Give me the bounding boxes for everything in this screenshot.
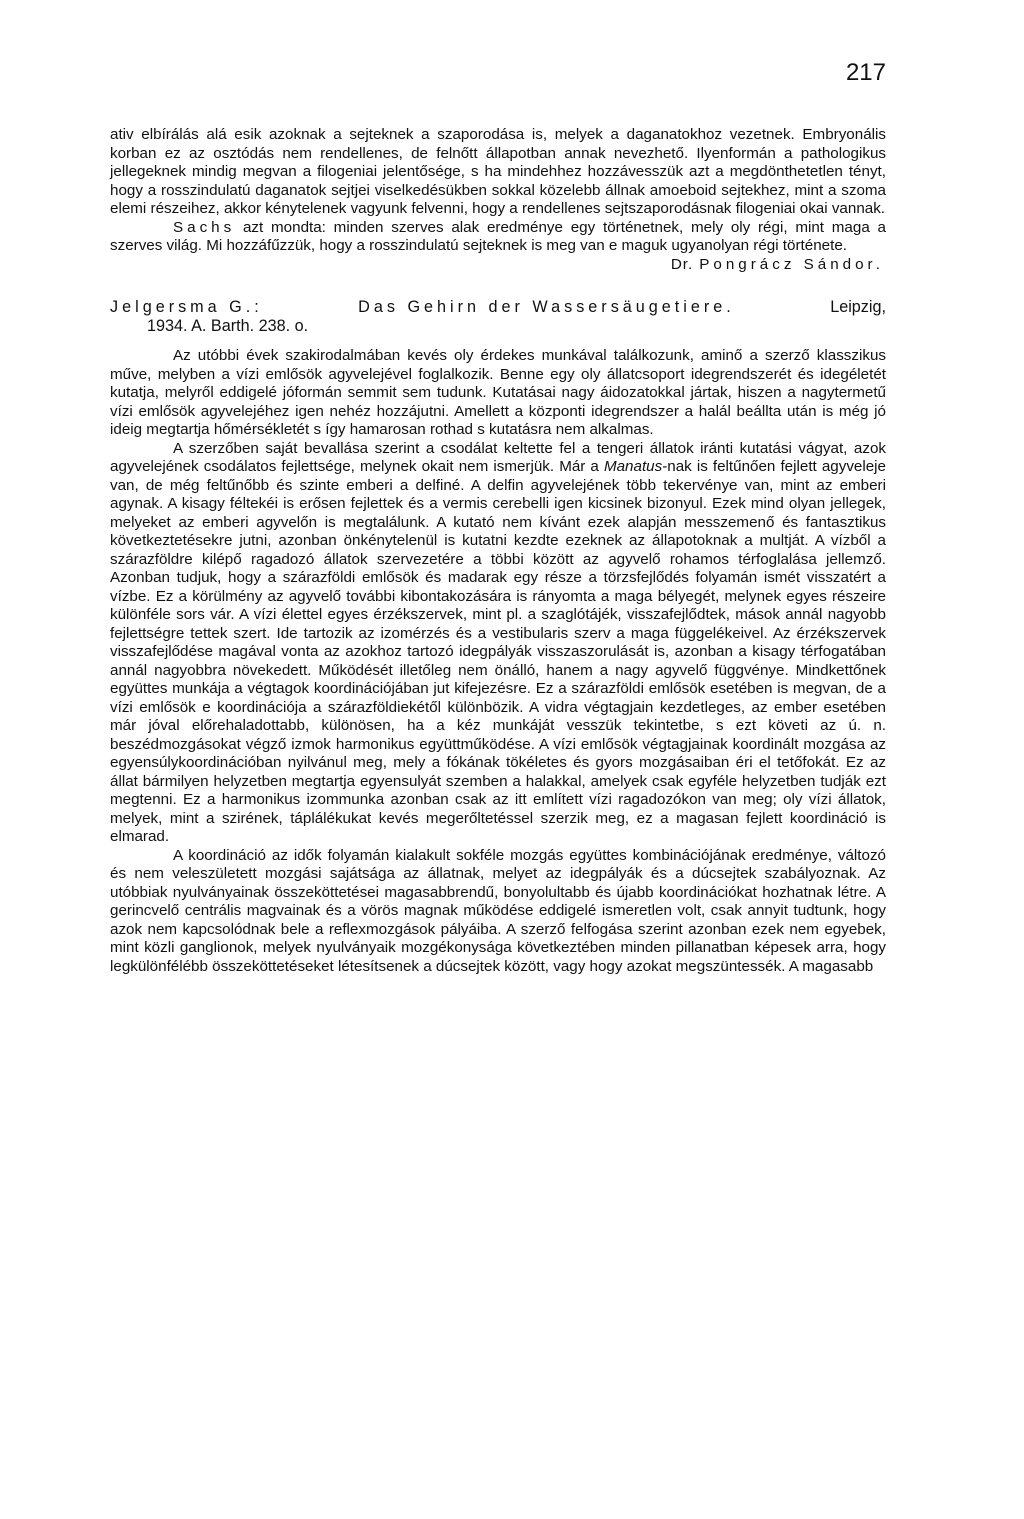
book-citation	[110, 298, 886, 335]
review-paragraph-3: A koordináció az idők folyamán kialakult sokféle mozgás együttes kombinációjának eredménye, változó és nem veleszületett mozgási sajátsága az állatnak, melyet az idegpályák és a dúcsejtek szabályoznak. Az utóbbiak nyulványainak összeköttetései magasabbrendű, bonyolultabb és újabb koordinációkat hozhatnak létre. A gerincvelő centrális magvainak és a vörös magnak működése eddigelé ismeretlen volt, csak annyit tudtunk, hogy azok nem kapcsolódnak bele a reflexmozgások pályáiba. A szerző felfogása szerint azonban ezek nem egyebek, mint közli ganglionok, melyek nyulványaik mozgékonysága következtében minden pillanatban képesek arra, hogy legkülönfélébb összeköttetéseket létesítsenek a dúcsejtek között, vagy hogy azokat megszüntessék. A magasabb	[110, 846, 886, 975]
signature-prefix: Dr.	[670, 255, 694, 273]
book-page	[110, 58, 886, 1478]
review-paragraph-2	[110, 440, 886, 847]
citation-details: 1934. A. Barth. 238. o.	[147, 316, 309, 335]
review-paragraph-2-after: -nak is feltűnően fejlett agyveleje van, de még feltűnőbb és szinte emberi a delfiné. A delfin agyvelejének több tekervénye van, mint az emberi agynak. A kisagy féltekéi is erősen fejlettek és a vermis cerebelli igen kicsinek bizonyul. Ezek mind olyan jellegek, melyeket az emberi agyvelőn is megtalálunk. A kutató nem kívánt ezek alapján messzemenő és fantasztikus következtetésekre jutni, azonban önkénytelenül is kutatni kezdte ezeknek az állapotoknak a multját. A vízből a szárazföldre kilépő ragadozó állatok szervezetére a többi között az agyvelő rohamos térfoglalása jellemző. Azonban tudjuk, hogy a szárazföldi emlősök és madarak egy része a törzsfejlődés folyamán ismét visszatért a vízbe. Ez a körülmény az agyvelő további kibontakozására is rányomta a maga bélyegét, melynek egyes részeire különféle sors vár. A vízi élettel egyes érzékszervek, mint pl. a szaglótájék, visszafejlődtek, mások annál nagyobb fejlettségre tettek szert. Ide tartozik az izomérzés és a vestibularis szerv a maga függelékeivel. Az érzékszervek visszafejlődése magával vonta az azokhoz tartozó idegpályák visszaszorulását is, azonban a kisagy térfogatában annál nagyobbra növekedett. Működését illetőleg nem önálló, hanem a nagy agyvelő függvénye. Mindkettőnek együttes munkája a végtagok koordinációjában jut kifejezésre. Ez a szárazföldi emlősök esetében is megvan, de a vízi emlősök e koordinációja a szárazföldiekétől különbözik. A vidra végtagjain kezdetleges, az ember esetében már jóval előrehaladottabb, különösen, ha a kéz munkáját vesszük tekintetbe, s ezt követi az ú. n. beszédmozgásokat végző izmok harmonikus együttműködése. A vízi emlősök végtagjainak koordinált mozgása az egyensúlykoordinációban nyilvánul meg, mely a fókának tökéletes és gyors mozgásaiban éri el tetőfokát. Ez az állat bármilyen helyzetben megtartja egyensulyát szemben a halakkal, amelyek csak egyféle helyzetben tudják ezt megtenni. Ez a harmonikus izommunka azonban csak az itt említett vízi ragadozókon van meg; oly vízi állatok, melyek, mint a szirének, táplálékukat kevés megerőltetéssel szerzik meg, ez a magasan fejlett koordináció is elmarad.	[110, 458, 886, 845]
review-paragraph-1: Az utóbbi évek szakirodalmában kevés oly érdekes munkával találkozunk, aminő a szerző klasszikus műve, melyben a vízi emlősök agyvelejével foglalkozik. Benne egy oly állatcsoport idegrendszerét és idegéletét kutatja, melyről eddigelé jóformán semmit sem tudunk. Kutatásai nagy áidozatokkal jártak, hiszen a nagytermetű vízi emlősök agyvelejéhez igen nehéz hozzájutni. Amellett a központi idegrendszer a halál beállta után is még jó ideig megtartja hőmérsékletét s így hamarosan rothad s kutatásra nem alkalmas.	[110, 347, 886, 438]
review-paragraph-2-before: A szerzőben saját bevallása szerint a csodálat keltette fel a tengeri állatok iránti kutatási vágyat, azok agyvelejének csodálatos fejlettsége, melynek okait nem ismerjük. Már a	[110, 439, 886, 475]
paragraph-sachs-text: azt mondta: minden szerves alak eredménye egy történetnek, mely oly régi, mint maga a szerves világ. Mi hozzáfűzzük, hogy a rosszindulatú sejteknek is meg van e maguk ugyanolyan régi története.	[110, 218, 886, 254]
citation-title: Das Gehirn der Wassersäugetiere.	[358, 298, 735, 316]
author-signature	[110, 256, 884, 275]
paragraph-sachs	[110, 219, 886, 256]
sachs-name: Sachs	[173, 218, 236, 236]
citation-author: Jelgersma G.:	[110, 298, 263, 316]
page-number: 217	[845, 59, 886, 86]
citation-place: Leipzig,	[830, 298, 886, 316]
article-body	[110, 126, 886, 976]
manatus-term: Manatus	[603, 458, 663, 475]
paragraph-continuation: ativ elbírálás alá esik azoknak a sejteknek a szaporodása is, melyek a daganatokhoz vezetnek. Embryonális korban ez az osztódás nem rendellenes, de felnőtt állapotban annak nevezhető. Ilyenformán a pathologikus jellegeknek mindig megvan a filogeniai jelentősége, s ha mindehhez hozzávesszük azt a megdönthetetlen tényt, hogy a rosszindulatú daganatok sejtjei viselkedésükben sokkal közelebb állnak amoeboid sejtekhez, mint a szoma elemi részeihez, akkor kénytelenek vagyunk felvenni, hogy a rendellenes sejtszaporodásnak filogeniai okai vannak.	[110, 126, 886, 217]
signature-name: Pongrácz Sándor.	[699, 255, 884, 273]
citation-line-1	[110, 298, 886, 317]
